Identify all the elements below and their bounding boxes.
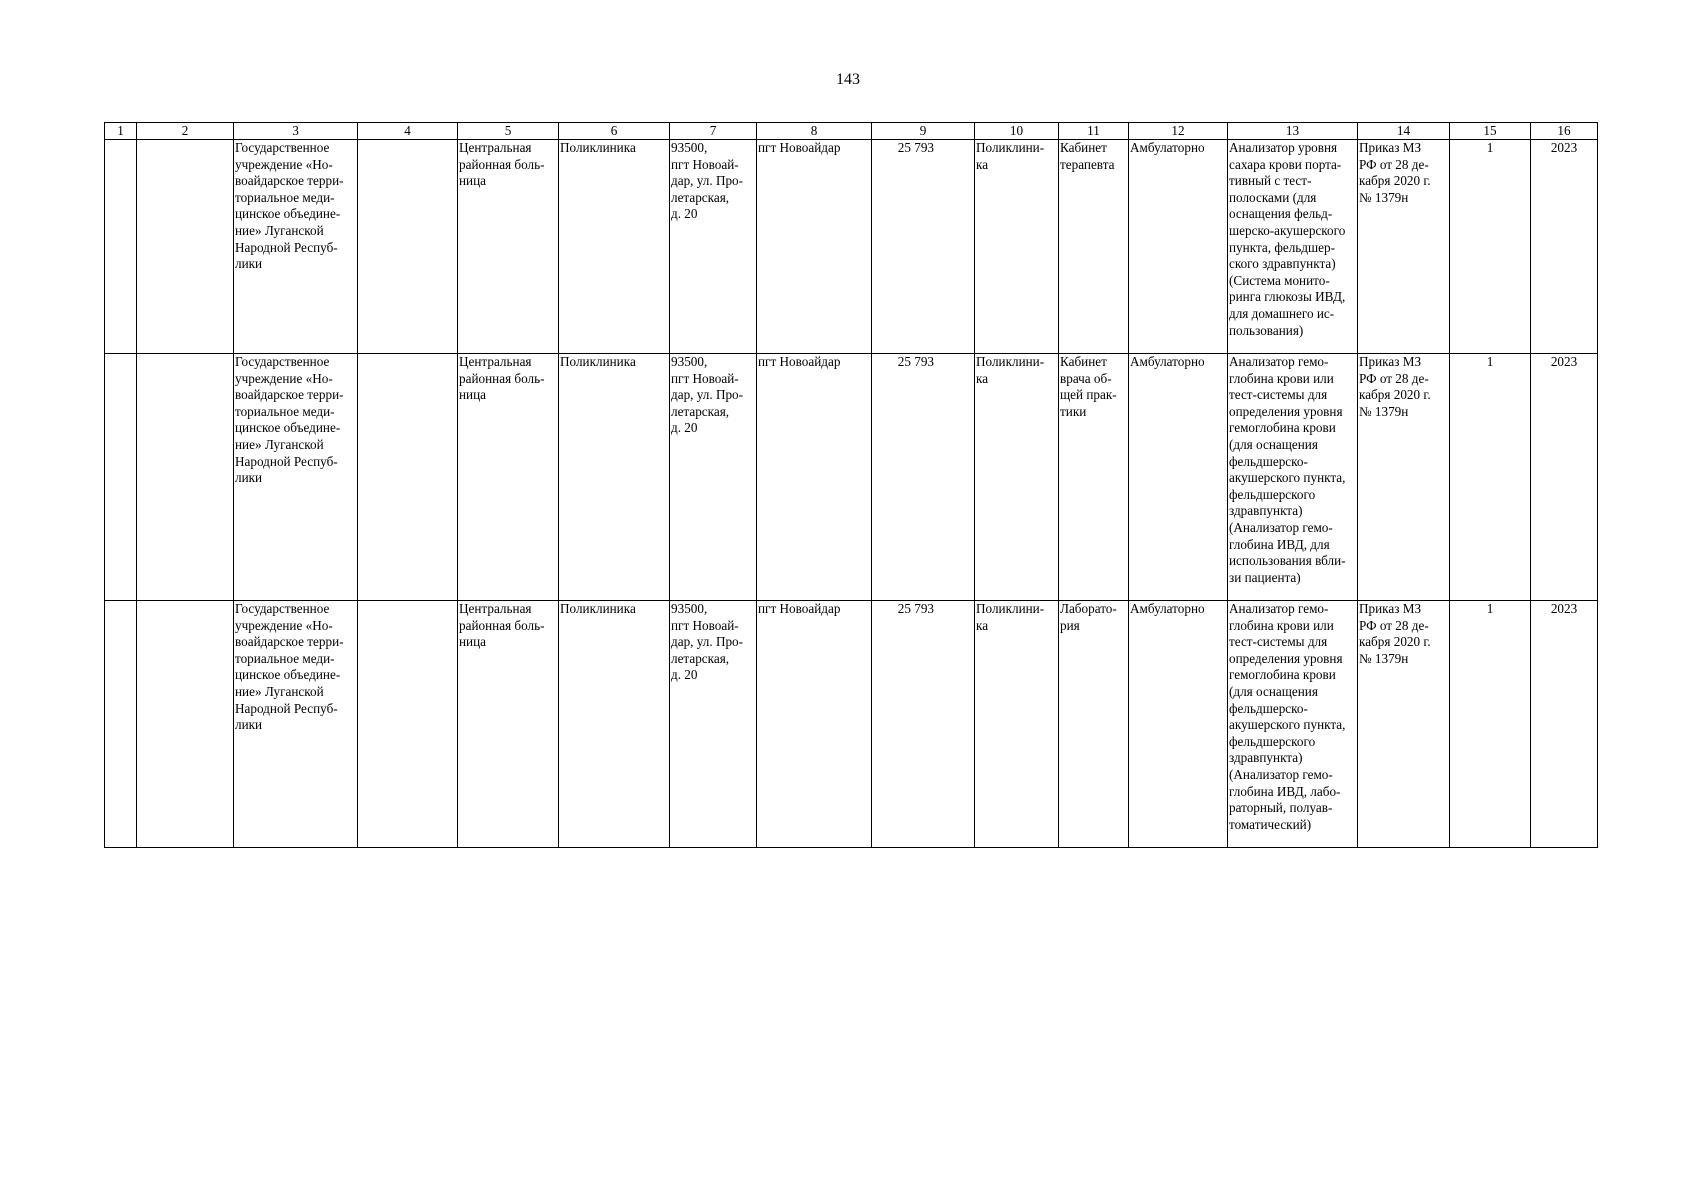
cell-equipment: Анализатор гемо- глобина крови или тест-системы для определения уровня гемоглобина крови (для оснащения фельдшерско- акушерского пункта, фельдшерского здравпункта) (Анализатор гемо- глобина ИВД, для использования вбли- зи пациента) — [1228, 354, 1358, 601]
cell-col-4 — [358, 140, 458, 354]
column-header-2: 2 — [137, 123, 234, 140]
column-header-11: 11 — [1059, 123, 1129, 140]
cell-year: 2023 — [1531, 354, 1598, 601]
cell-quantity: 1 — [1450, 354, 1531, 601]
cell-department: Поликлиника — [559, 354, 670, 601]
cell-population: 25 793 — [872, 601, 975, 848]
column-header-5: 5 — [458, 123, 559, 140]
column-header-13: 13 — [1228, 123, 1358, 140]
cell-facility: Центральная районная боль- ница — [458, 354, 559, 601]
column-header-10: 10 — [975, 123, 1059, 140]
cell-population: 25 793 — [872, 140, 975, 354]
cell-col-1 — [105, 601, 137, 848]
cell-order: Приказ МЗ РФ от 28 де- кабря 2020 г. № 1379н — [1358, 601, 1450, 848]
table-row — [105, 140, 1598, 354]
registry-table — [104, 122, 1598, 848]
cell-col-2 — [137, 140, 234, 354]
cell-col-1 — [105, 354, 137, 601]
cell-equipment: Анализатор гемо- глобина крови или тест-системы для определения уровня гемоглобина крови (для оснащения фельдшерско- акушерского пункта, фельдшерского здравпункта) (Анализатор гемо- глобина ИВД, лабо- раторный, полуав- томатический) — [1228, 601, 1358, 848]
column-header-8: 8 — [757, 123, 872, 140]
column-header-16: 16 — [1531, 123, 1598, 140]
cell-care-type: Амбулаторно — [1129, 354, 1228, 601]
cell-address: 93500, пгт Новоай- дар, ул. Про- летарская, д. 20 — [670, 354, 757, 601]
cell-room: Лаборато- рия — [1059, 601, 1129, 848]
cell-department: Поликлиника — [559, 601, 670, 848]
cell-room: Кабинет врача об- щей прак- тики — [1059, 354, 1129, 601]
page-number: 143 — [836, 71, 860, 88]
cell-order: Приказ МЗ РФ от 28 де- кабря 2020 г. № 1379н — [1358, 354, 1450, 601]
cell-col-1 — [105, 140, 137, 354]
cell-care-type: Амбулаторно — [1129, 140, 1228, 354]
cell-settlement: пгт Новоайдар — [757, 354, 872, 601]
cell-organization: Государственное учреждение «Но- воайдарское терри- ториальное меди- цинское объедине- ние» Луганской Народной Респуб- лики — [234, 354, 358, 601]
cell-unit: Поликлини- ка — [975, 140, 1059, 354]
column-header-14: 14 — [1358, 123, 1450, 140]
cell-unit: Поликлини- ка — [975, 354, 1059, 601]
column-header-9: 9 — [872, 123, 975, 140]
cell-year: 2023 — [1531, 140, 1598, 354]
cell-col-4 — [358, 354, 458, 601]
cell-facility: Центральная районная боль- ница — [458, 601, 559, 848]
cell-facility: Центральная районная боль- ница — [458, 140, 559, 354]
cell-equipment: Анализатор уровня сахара крови порта- тивный с тест- полосками (для оснащения фельд- шерско-акушерского пункта, фельдшер- ского здравпункта) (Система монито- ринга глюкозы ИВД, для домашнего ис- пользования) — [1228, 140, 1358, 354]
column-header-7: 7 — [670, 123, 757, 140]
cell-organization: Государственное учреждение «Но- воайдарское терри- ториальное меди- цинское объедине- ние» Луганской Народной Респуб- лики — [234, 601, 358, 848]
cell-address: 93500, пгт Новоай- дар, ул. Про- летарская, д. 20 — [670, 140, 757, 354]
column-header-15: 15 — [1450, 123, 1531, 140]
cell-year: 2023 — [1531, 601, 1598, 848]
column-header-12: 12 — [1129, 123, 1228, 140]
cell-quantity: 1 — [1450, 601, 1531, 848]
column-header-1: 1 — [105, 123, 137, 140]
table-row — [105, 354, 1598, 601]
table-header-row — [105, 123, 1598, 140]
cell-room: Кабинет терапевта — [1059, 140, 1129, 354]
cell-quantity: 1 — [1450, 140, 1531, 354]
column-header-4: 4 — [358, 123, 458, 140]
column-header-3: 3 — [234, 123, 358, 140]
cell-col-4 — [358, 601, 458, 848]
cell-settlement: пгт Новоайдар — [757, 601, 872, 848]
cell-population: 25 793 — [872, 354, 975, 601]
column-header-6: 6 — [559, 123, 670, 140]
cell-col-2 — [137, 354, 234, 601]
cell-department: Поликлиника — [559, 140, 670, 354]
cell-address: 93500, пгт Новоай- дар, ул. Про- летарская, д. 20 — [670, 601, 757, 848]
cell-col-2 — [137, 601, 234, 848]
cell-unit: Поликлини- ка — [975, 601, 1059, 848]
cell-order: Приказ МЗ РФ от 28 де- кабря 2020 г. № 1379н — [1358, 140, 1450, 354]
cell-settlement: пгт Новоайдар — [757, 140, 872, 354]
cell-care-type: Амбулаторно — [1129, 601, 1228, 848]
table-row — [105, 601, 1598, 848]
cell-organization: Государственное учреждение «Но- воайдарское терри- ториальное меди- цинское объедине- ние» Луганской Народной Респуб- лики — [234, 140, 358, 354]
